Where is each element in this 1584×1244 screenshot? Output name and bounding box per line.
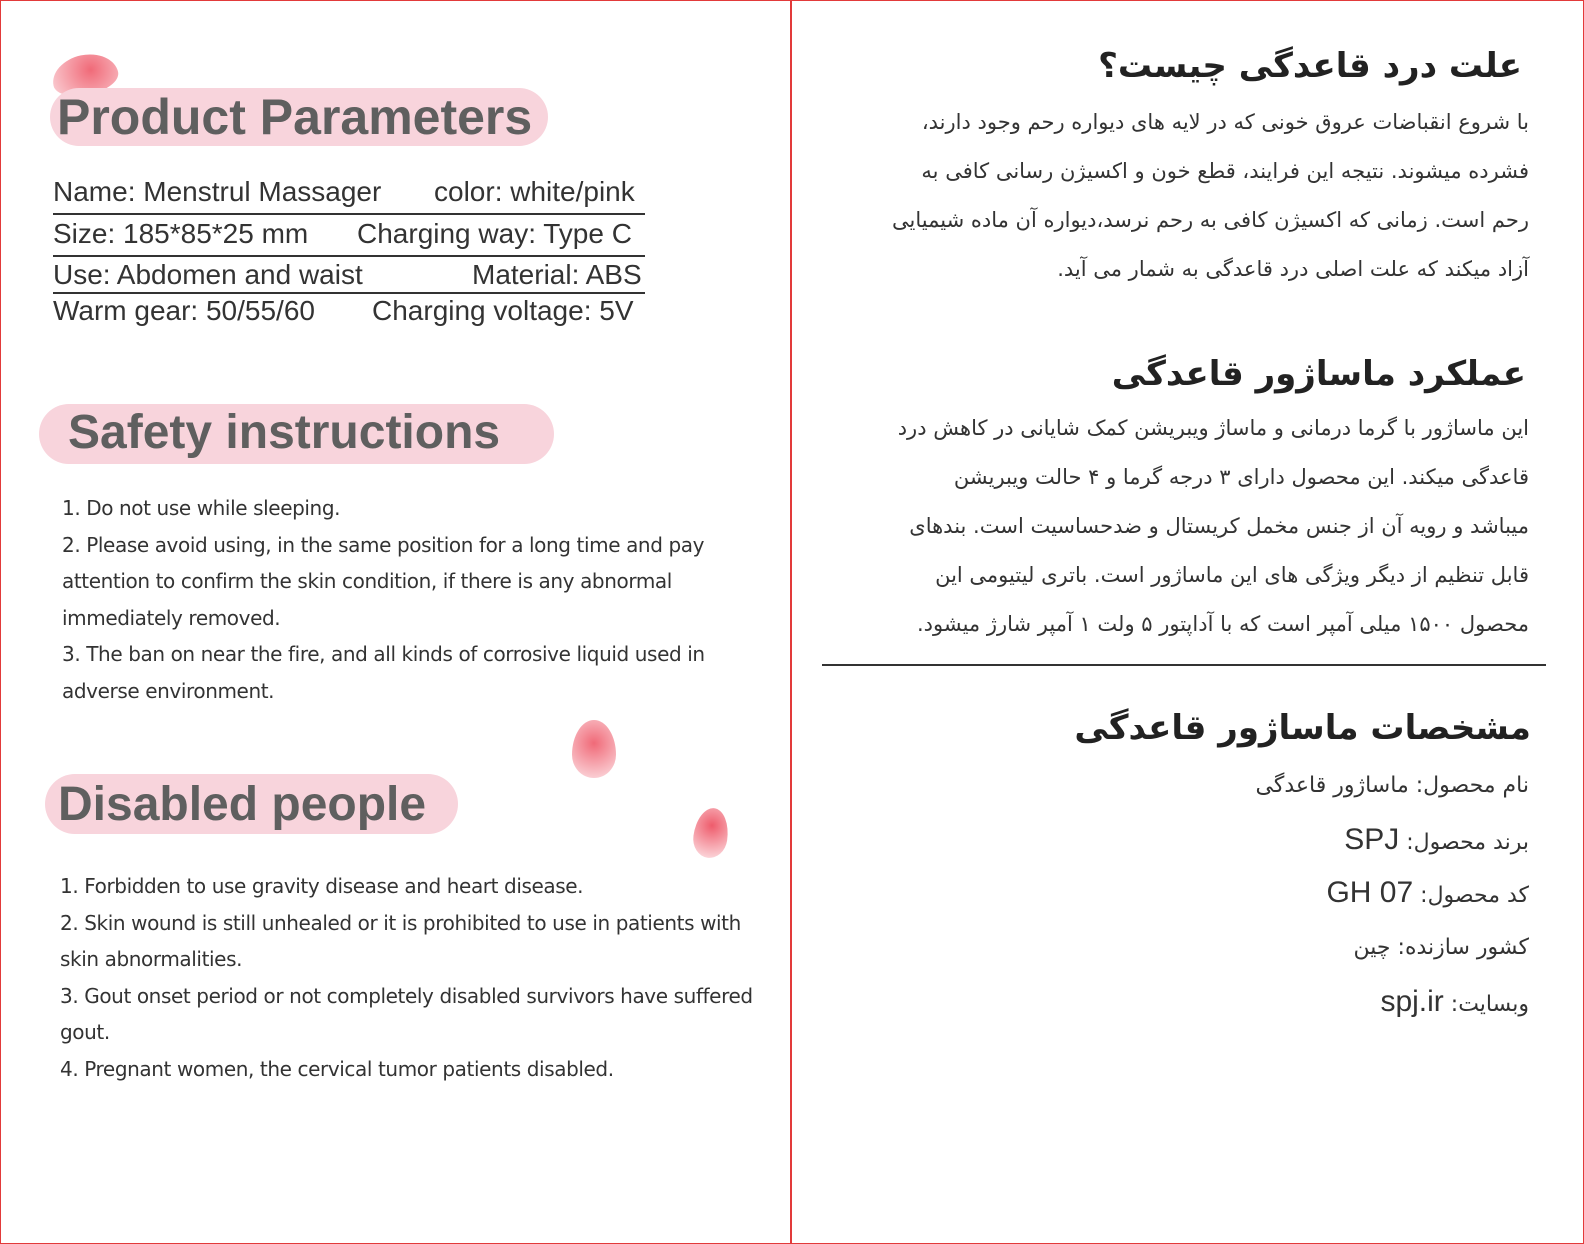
list-item: skin abnormalities. (60, 947, 243, 971)
list-item: 2. Skin wound is still unhealed or it is prohibited to use in patients with (60, 910, 741, 935)
safety-title: Safety instructions (68, 406, 501, 459)
spec-label: وبسایت: (1450, 992, 1529, 1017)
spec-value: SPJ (1344, 823, 1400, 856)
spec-website-link[interactable]: spj.ir (1380, 985, 1444, 1018)
list-item: 4. Pregnant women, the cervical tumor patients disabled. (60, 1056, 614, 1081)
params-title: Product Parameters (57, 89, 533, 145)
paragraph-line: میباشد و رویه آن از جنس مخمل کریستال و ضدحساسیت است. بندهای (909, 514, 1529, 538)
list-item: 1. Do not use while sleeping. (62, 496, 341, 520)
spec-country (1354, 928, 1529, 968)
disabled-list (60, 868, 760, 1087)
list-item: 3. Gout onset period or not completely disabled survivors have suffered (60, 983, 753, 1008)
param-charging-way: Charging way: Type C (357, 218, 632, 249)
list-item: 2. Please avoid using, in the same position for a long time and pay (62, 532, 705, 557)
param-divider (53, 213, 645, 215)
spec-label: برند محصول: (1406, 830, 1529, 855)
disabled-title: Disabled people (58, 778, 427, 831)
param-warm-gear: Warm gear: 50/55/60 (53, 295, 315, 326)
section1-title: علت درد قاعدگی چیست؟ (1098, 46, 1522, 86)
paragraph-line: با شروع انقباضات عروق خونی که در لایه های دیواره رحم وجود دارند، (921, 110, 1529, 134)
section-divider (822, 664, 1546, 666)
param-divider (53, 292, 645, 294)
section2-body (819, 404, 1529, 649)
spec-website (1380, 982, 1529, 1025)
section2-title: عملکرد ماساژور قاعدگی (1111, 354, 1526, 394)
spec-code (1326, 873, 1529, 916)
section3-title: مشخصات ماساژور قاعدگی (1074, 708, 1531, 748)
list-item: 3. The ban on near the fire, and all kinds of corrosive liquid used in (62, 642, 705, 666)
param-use: Use: Abdomen and waist (53, 259, 363, 290)
section1-body (819, 98, 1529, 294)
list-item: adverse environment. (62, 678, 275, 703)
paragraph-line: قابل تنظیم از دیگر ویژگی های این ماساژور است. باتری لیتیومی این (935, 563, 1529, 587)
spec-value: ماساژور قاعدگی (1255, 773, 1409, 798)
spec-value: چین (1353, 935, 1391, 960)
center-divider (790, 0, 792, 1244)
param-color: color: white/pink (434, 176, 635, 207)
list-item: 1. Forbidden to use gravity disease and heart disease. (60, 874, 584, 898)
param-material: Material: ABS (472, 259, 642, 290)
spec-label: نام محصول: (1415, 773, 1529, 798)
paragraph-line: آزاد میکند که علت اصلی درد قاعدگی به شمار می آید. (1057, 257, 1529, 281)
spec-label: کشور سازنده: (1397, 935, 1529, 960)
paragraph-line: قاعدگی میکند. این محصول دارای ۳ درجه گرما و ۴ حالت ویبریشن (953, 465, 1529, 489)
param-charging-voltage: Charging voltage: 5V (372, 295, 634, 326)
paragraph-line: فشرده میشوند. نتیجه این فرایند، قطع خون و اکسیژن رسانی کافی به (921, 159, 1529, 183)
safety-list (62, 490, 762, 709)
param-divider (53, 255, 645, 257)
param-size: Size: 185*85*25 mm (53, 218, 309, 249)
param-name: Name: Menstrul Massager (53, 176, 382, 207)
spec-product-name (1256, 766, 1529, 806)
paragraph-line: این ماساژور با گرما درمانی و ماساژ ویبریشن کمک شایانی در کاهش درد (897, 416, 1529, 440)
spec-value: GH 07 (1326, 876, 1414, 909)
paragraph-line: محصول ۱۵۰۰ میلی آمپر است که با آداپتور ۵ ولت ۱ آمپر شارژ میشود. (916, 612, 1529, 636)
list-item: immediately removed. (62, 605, 281, 630)
paragraph-line: رحم است. زمانی که اکسیژن کافی به رحم نرسد،دیواره آن ماده شیمیایی (892, 208, 1529, 232)
list-item: gout. (60, 1020, 110, 1044)
spec-label: کد محصول: (1420, 883, 1529, 908)
spec-brand (1344, 820, 1529, 863)
list-item: attention to confirm the skin condition, if there is any abnormal (62, 569, 672, 593)
